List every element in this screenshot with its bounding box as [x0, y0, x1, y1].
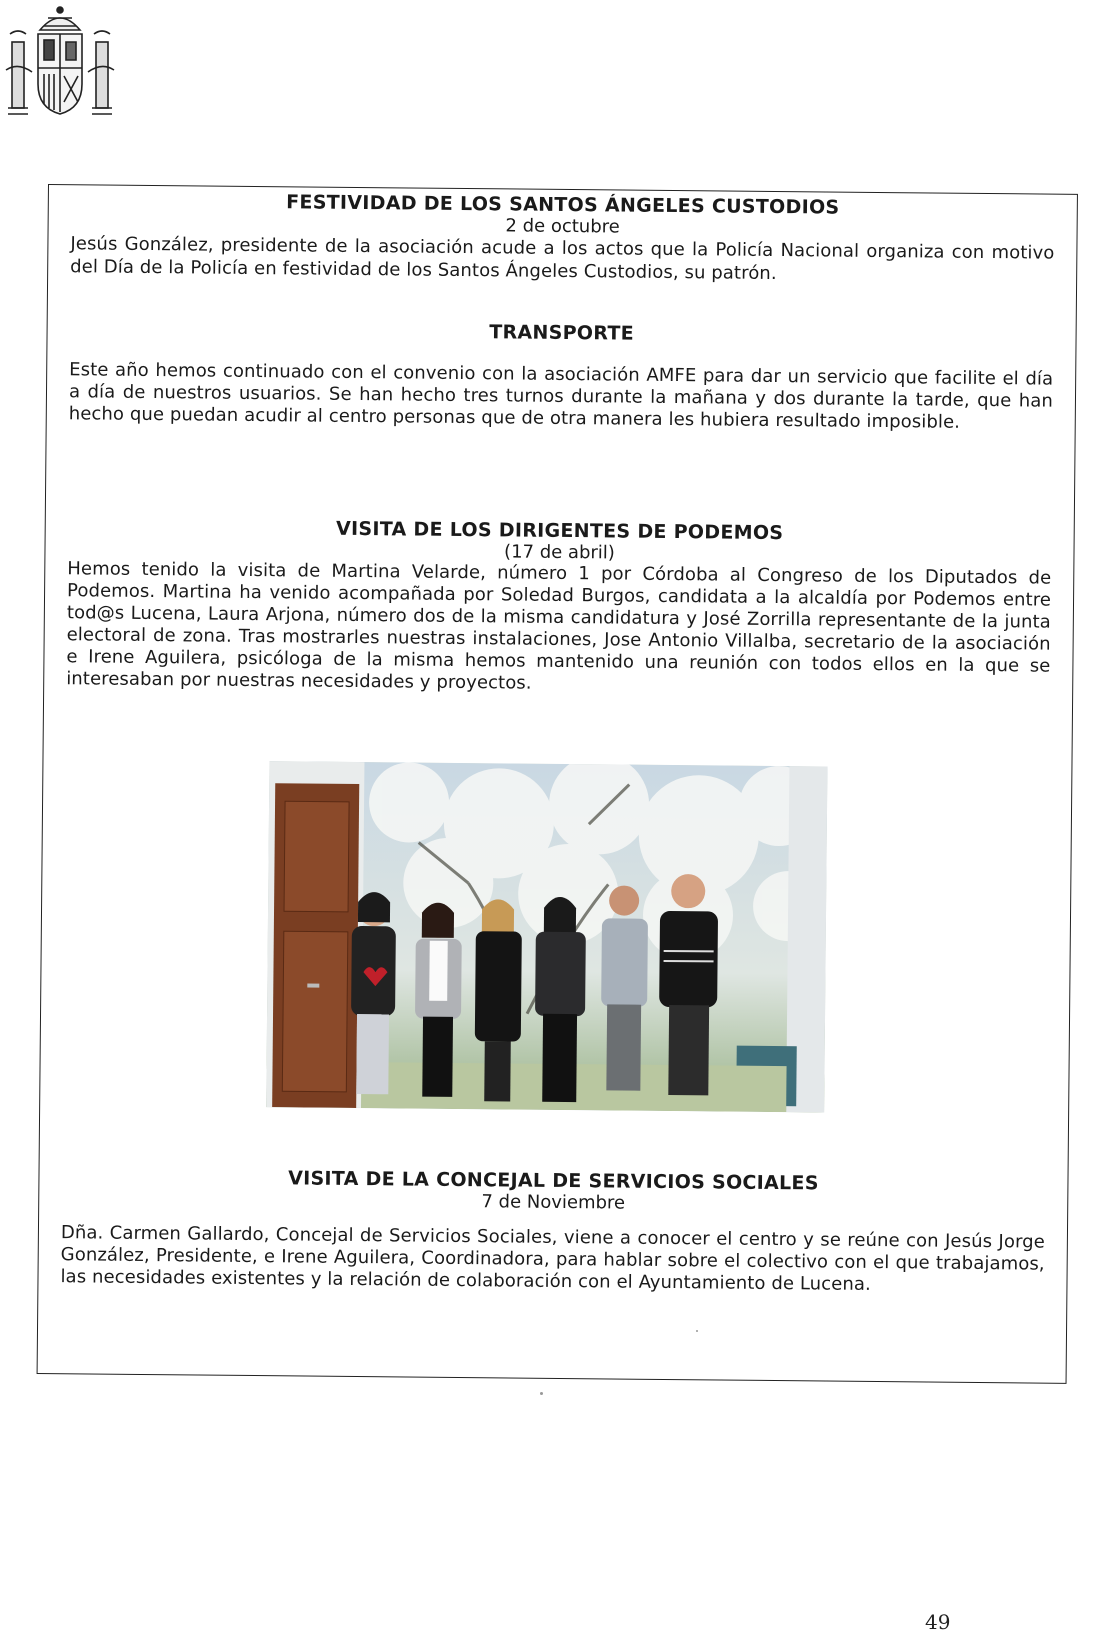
section-transporte	[47, 317, 1076, 435]
section-body: Este año hemos continuado con el convenio con la asociación AMFE para dar un servicio que facilite el día a día de nuestros usuarios. Se han hecho tres turnos durante la mañana y dos durante la tarde, que han hecho que puedan acudir al centro personas que de otra manera les hubiera resultado imposible.	[68, 359, 1054, 433]
section-festividad	[48, 189, 1077, 288]
section-title: FESTIVIDAD DE LOS SANTOS ÁNGELES CUSTODIOS	[286, 191, 840, 219]
section-title: TRANSPORTE	[489, 321, 635, 345]
coat-of-arms-icon	[4, 4, 116, 122]
section-concejal	[38, 1165, 1067, 1298]
page-number: 49	[925, 1610, 951, 1634]
scan-speck	[696, 1330, 698, 1332]
section-date: 2 de octubre	[505, 215, 620, 238]
content-frame	[37, 184, 1078, 1384]
section-body: Dña. Carmen Gallardo, Concejal de Servicios Sociales, viene a conocer el centro y se reúne con Jesús Jorge González, Presidente, e Irene Aguilera, Coordinadora, para hablar sobre el colectivo con el que trabajamos, las necesidades existentes y la relación de colaboración con el Ayuntamiento de Lucena.	[60, 1222, 1045, 1295]
section-title: VISITA DE LOS DIRIGENTES DE PODEMOS	[335, 517, 784, 545]
section-title: VISITA DE LA CONCEJAL DE SERVICIOS SOCIALES	[288, 1167, 819, 1195]
section-date: (17 de abril)	[503, 541, 615, 564]
section-date: 7 de Noviembre	[481, 1191, 626, 1214]
section-body: Hemos tenido la visita de Martina Velarde, número 1 por Córdoba al Congreso de los Diputados de Podemos. Martina ha venido acompañada por Soledad Burgos, candidata a la alcaldía por Podemos entre tod@s Lucena, Laura Arjona, número dos de la misma candidatura y José Zorrilla representante de la junta electoral de zona. Tras mostrarles nuestras instalaciones, Jose Antonio Villalba, secretario de la asociación e Irene Aguilera, psicóloga de la misma hemos mantenido una reunión con todos ellos en la que se interesaban por nuestras necesidades y proyectos.	[66, 558, 1052, 694]
section-podemos	[44, 515, 1074, 700]
group-photo	[266, 761, 827, 1112]
section-body: Jesús González, presidente de la asociación acude a los actos que la Policía Nacional organiza con motivo del Día de la Policía en festividad de los Santos Ángeles Custodios, su patrón.	[70, 233, 1055, 284]
scan-speck	[540, 1392, 543, 1395]
